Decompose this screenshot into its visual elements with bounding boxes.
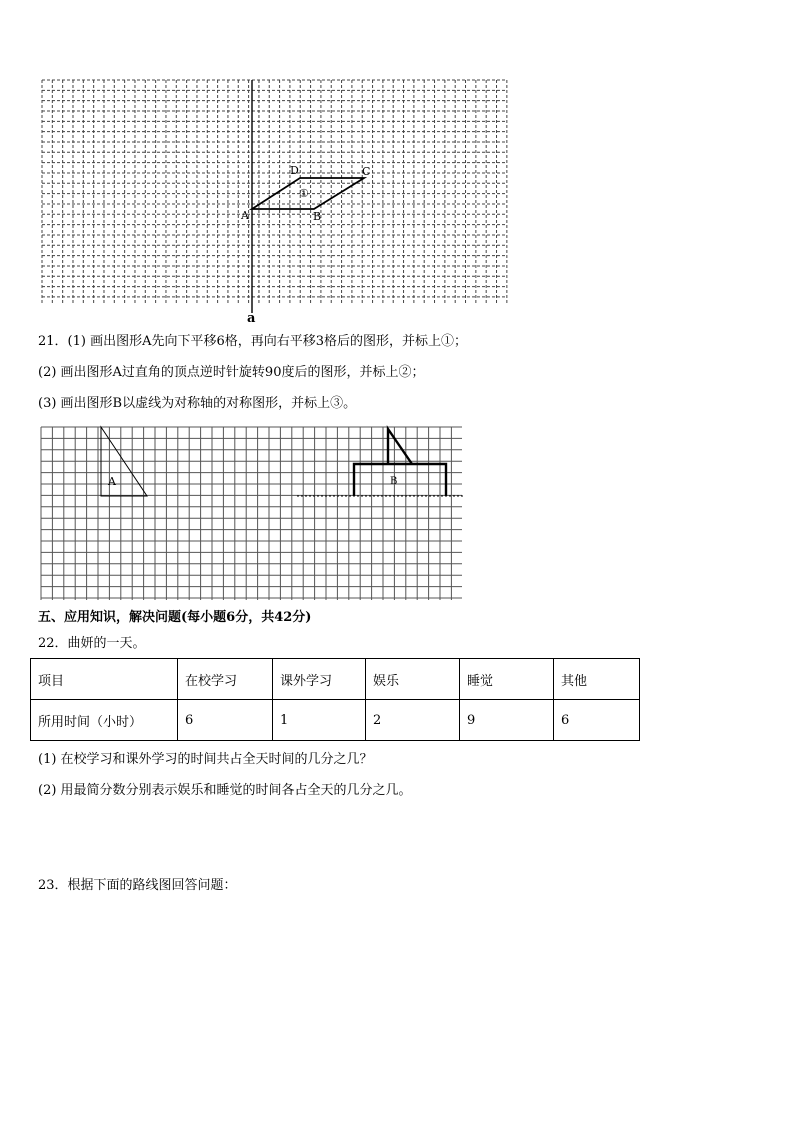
shape-b-outline <box>354 464 446 496</box>
time-table <box>30 658 640 741</box>
table-cell: 2 <box>366 700 460 741</box>
q21-line2: (2) 画出图形A过直角的顶点逆时针旋转90度后的图形，并标上②； <box>38 365 425 380</box>
table-cell: 所用时间（小时） <box>31 700 178 741</box>
q21-line3: (3) 画出图形B以虚线为对称轴的对称图形，并标上③。 <box>38 396 357 411</box>
table-cell: 9 <box>460 700 554 741</box>
vertex-label-b: B <box>313 210 322 223</box>
shape-label-1: ① <box>299 187 309 200</box>
vertex-label-c: C <box>362 165 371 178</box>
q21-line1: 21．(1) 画出图形A先向下平移6格，再向右平移3格后的图形，并标上①； <box>38 334 468 349</box>
q22-sub1: (1) 在校学习和课外学习的时间共占全天时间的几分之几？ <box>38 752 373 767</box>
table-header-cell: 在校学习 <box>178 659 273 700</box>
q23-intro: 23．根据下面的路线图回答问题： <box>38 878 237 893</box>
table-cell: 6 <box>178 700 273 741</box>
shape-b-top <box>388 429 412 464</box>
shape-label-b: B <box>390 476 398 487</box>
table-row <box>31 659 640 700</box>
q22-sub2: (2) 用最简分数分别表示娱乐和睡觉的时间各占全天的几分之几。 <box>38 783 412 798</box>
table-cell: 6 <box>554 700 640 741</box>
section-title: 五、应用知识，解决问题(每小题6分，共42分) <box>38 610 312 625</box>
vertex-label-d: D <box>290 164 299 177</box>
table-header-cell: 其他 <box>554 659 640 700</box>
vertex-label-a: A <box>241 209 249 222</box>
table-header-cell: 娱乐 <box>366 659 460 700</box>
table-cell: 1 <box>273 700 366 741</box>
axis-label-a: a <box>247 311 256 326</box>
table-header-cell: 项目 <box>31 659 178 700</box>
table-header-cell: 睡觉 <box>460 659 554 700</box>
table-row <box>31 700 640 741</box>
shape-label-a: A <box>108 475 116 488</box>
table-header-cell: 课外学习 <box>273 659 366 700</box>
q22-intro: 22．曲妍的一天。 <box>38 636 146 651</box>
solid-grid <box>41 427 462 600</box>
